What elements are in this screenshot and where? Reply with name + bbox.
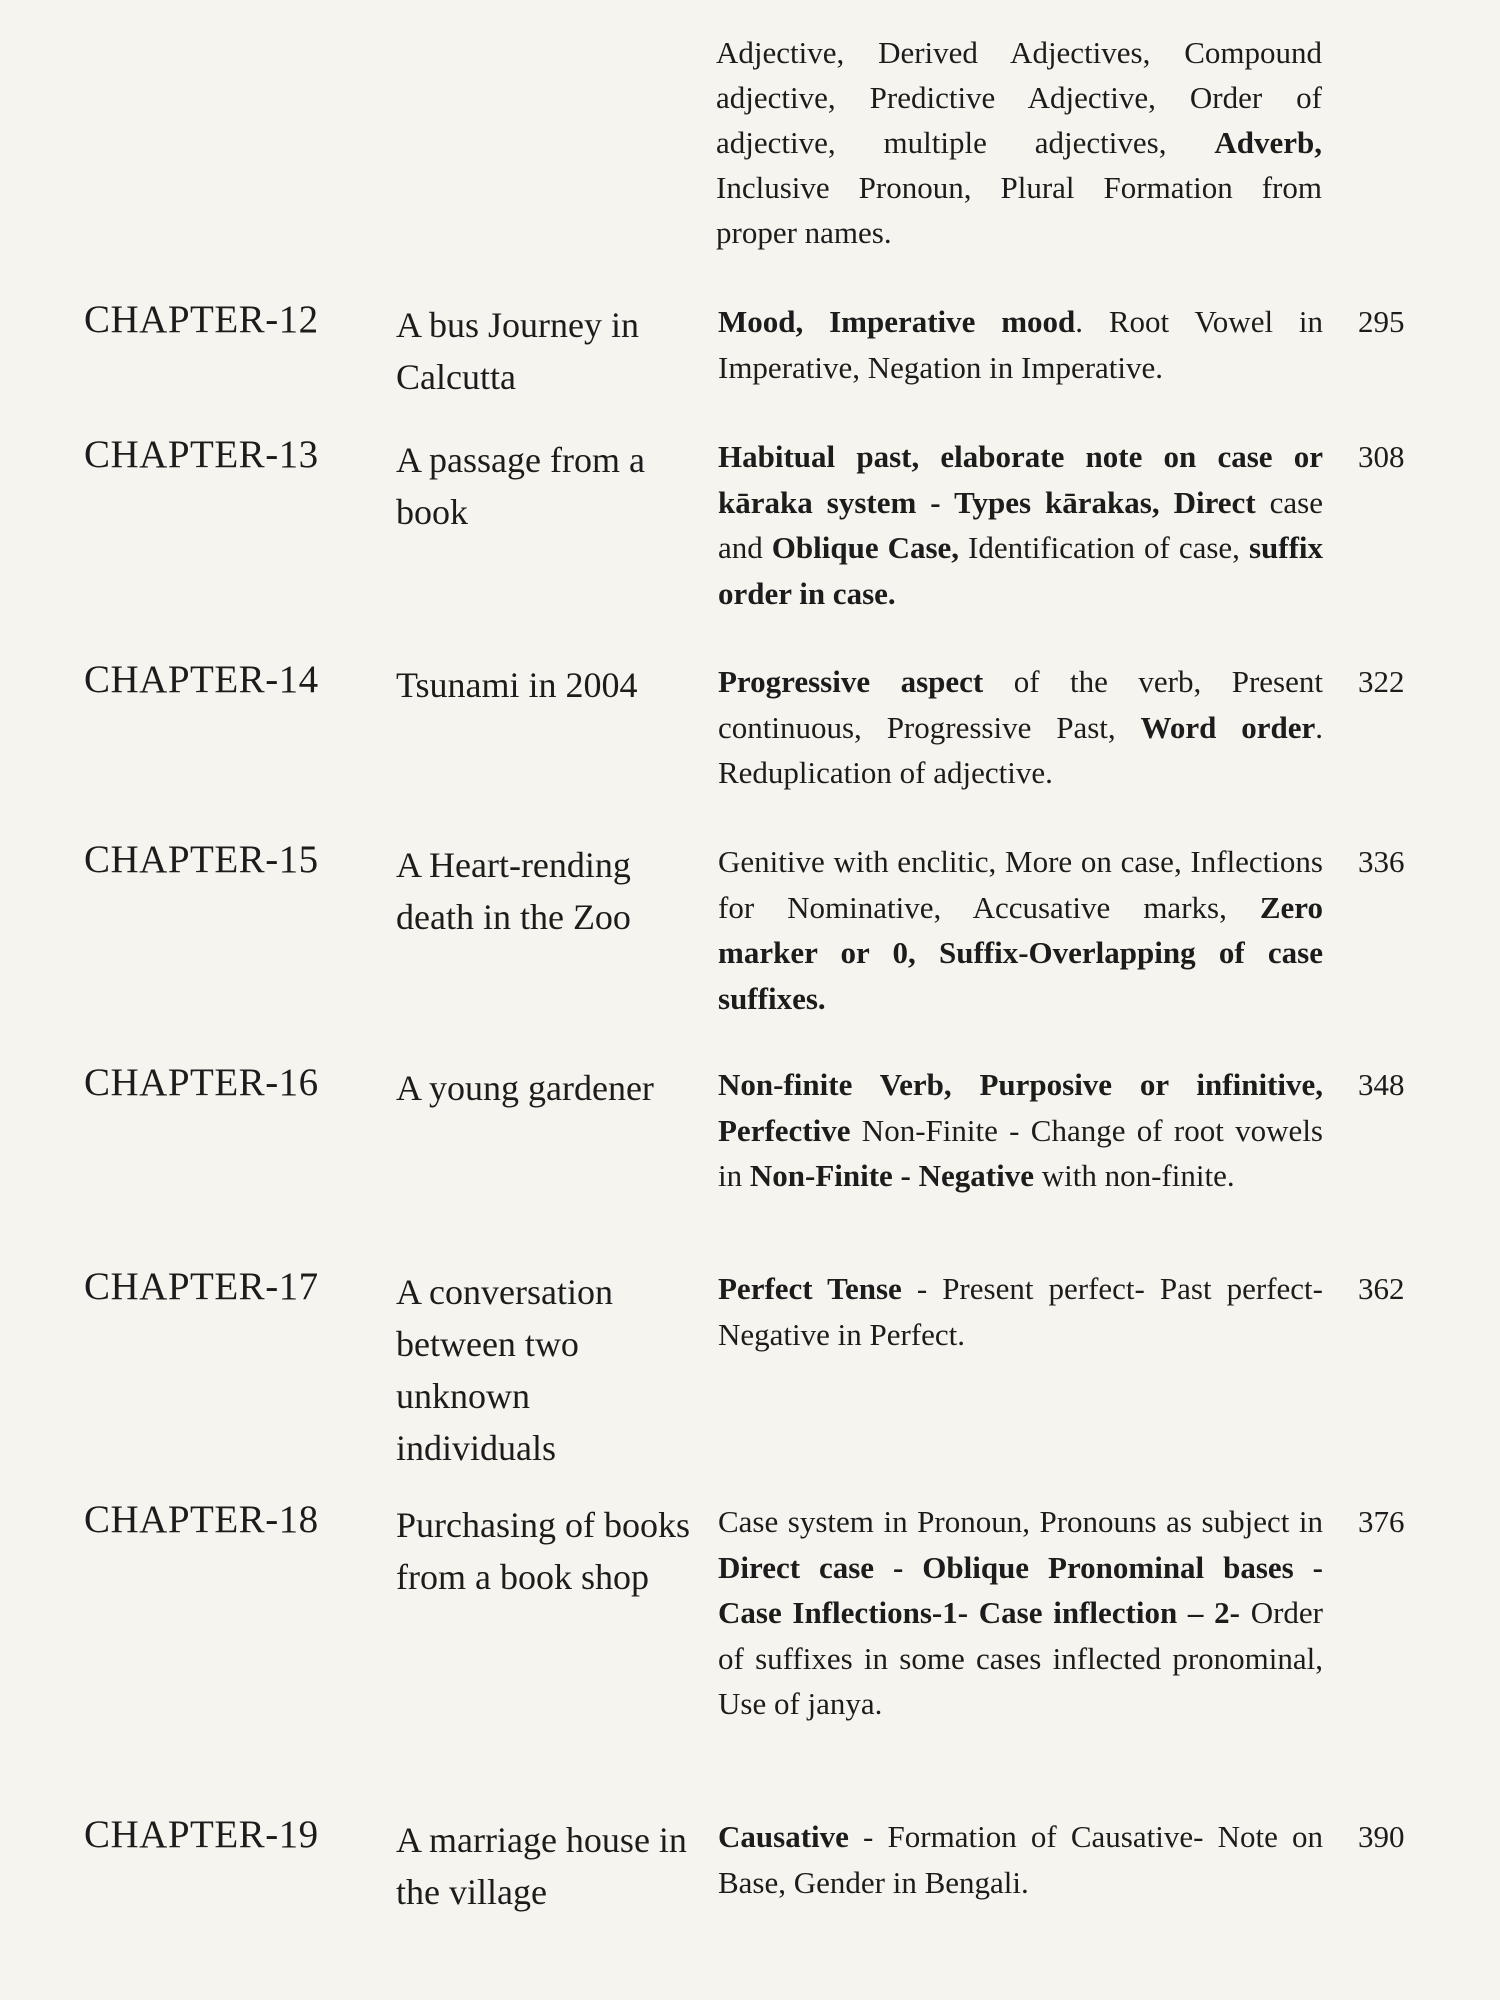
desc-bold: Direct case - Oblique Pronominal bases - Case Inflections-1- Case inflection – 2- — [718, 1549, 1323, 1630]
desc-text: Inclusive Pronoun, Plural Formation from proper names. — [716, 170, 1322, 250]
chapter-description — [718, 1062, 1323, 1199]
desc-text: Genitive with enclitic, More on case, Inflections for Nominative, Accusative marks, — [718, 844, 1323, 925]
chapter-label: CHAPTER-15 — [84, 838, 319, 881]
chapter-title: Tsunami in 2004 — [396, 665, 638, 705]
desc-text: - Formation of Causative- Note on Base, Gender in Bengali. — [718, 1819, 1323, 1900]
page-number: 308 — [1358, 439, 1405, 474]
page-number: 336 — [1358, 844, 1405, 879]
page-number: 376 — [1358, 1504, 1405, 1539]
page-number: 362 — [1358, 1271, 1405, 1306]
chapter-description — [718, 1499, 1323, 1727]
desc-text: . Reduplication of adjective. — [718, 709, 1323, 790]
chapter-description — [718, 839, 1323, 1021]
chapter-title: A passage from a book — [396, 440, 645, 532]
desc-text: Identification of case, — [959, 530, 1249, 565]
chapter-label: CHAPTER-12 — [84, 298, 319, 341]
desc-bold: Non-Finite - Negative — [749, 1158, 1034, 1193]
desc-text: of the verb, Present continuous, Progressive Past, — [718, 664, 1323, 745]
chapter-label: CHAPTER-19 — [84, 1813, 319, 1856]
page-number: 322 — [1358, 664, 1405, 699]
desc-bold: Progressive aspect — [718, 664, 984, 699]
chapter-title: A young gardener — [396, 1068, 654, 1108]
chapter-description — [718, 1266, 1323, 1357]
page-number: 348 — [1358, 1067, 1405, 1102]
continued-description — [716, 30, 1322, 255]
chapter-title: A Heart-rending death in the Zoo — [396, 845, 631, 937]
desc-bold: Causative — [718, 1819, 849, 1854]
desc-text: - Present perfect- Past perfect- Negative in Perfect. — [718, 1271, 1323, 1352]
desc-bold: suffix order in case. — [718, 530, 1324, 611]
chapter-description — [718, 1814, 1323, 1905]
chapter-description — [718, 299, 1323, 390]
page-number: 295 — [1358, 304, 1405, 339]
desc-bold: Oblique Case, — [771, 530, 960, 565]
desc-text: case and — [718, 484, 1323, 565]
desc-bold: Word order — [1140, 709, 1316, 745]
desc-text: Order of suffixes in some cases inflected pronominal, Use of janya. — [718, 1595, 1323, 1721]
chapter-label: CHAPTER-13 — [84, 433, 319, 476]
chapter-title: A marriage house in the village — [396, 1820, 687, 1912]
chapter-title: A bus Journey in Calcutta — [396, 305, 639, 397]
desc-bold: Adverb, — [1214, 125, 1322, 160]
chapter-title: Purchasing of books from a book shop — [396, 1505, 690, 1597]
desc-text: with non-finite. — [1033, 1158, 1235, 1193]
desc-bold: Habitual past, elaborate note on case or kāraka system - Types kārakas, Direct — [718, 439, 1323, 520]
chapter-description — [718, 434, 1323, 616]
desc-text: Adjective, Derived Adjectives, Compound adjective, Predictive Adjective, Order of adjective, multiple adjectives, — [716, 35, 1322, 160]
chapter-label: CHAPTER-16 — [84, 1061, 319, 1104]
page-number: 390 — [1358, 1819, 1405, 1854]
chapter-label: CHAPTER-17 — [84, 1265, 319, 1308]
desc-bold: Zero marker or 0, Suffix-Overlapping of case suffixes. — [718, 889, 1323, 1016]
desc-text: Non-Finite - Change of root vowels in — [718, 1112, 1323, 1193]
chapter-label: CHAPTER-14 — [84, 658, 319, 701]
chapter-title: A conversation between two unknown individuals — [396, 1272, 613, 1468]
desc-bold: Non-finite Verb, Purposive or infinitive, Perfective — [718, 1067, 1323, 1148]
desc-text: . Root Vowel in Imperative, Negation in Imperative. — [718, 304, 1323, 385]
desc-bold: Perfect Tense — [718, 1271, 902, 1306]
desc-bold: Mood, Imperative mood — [718, 304, 1076, 339]
chapter-description — [718, 659, 1323, 796]
chapter-label: CHAPTER-18 — [84, 1498, 319, 1541]
desc-text: Case system in Pronoun, Pronouns as subject in — [718, 1504, 1323, 1539]
